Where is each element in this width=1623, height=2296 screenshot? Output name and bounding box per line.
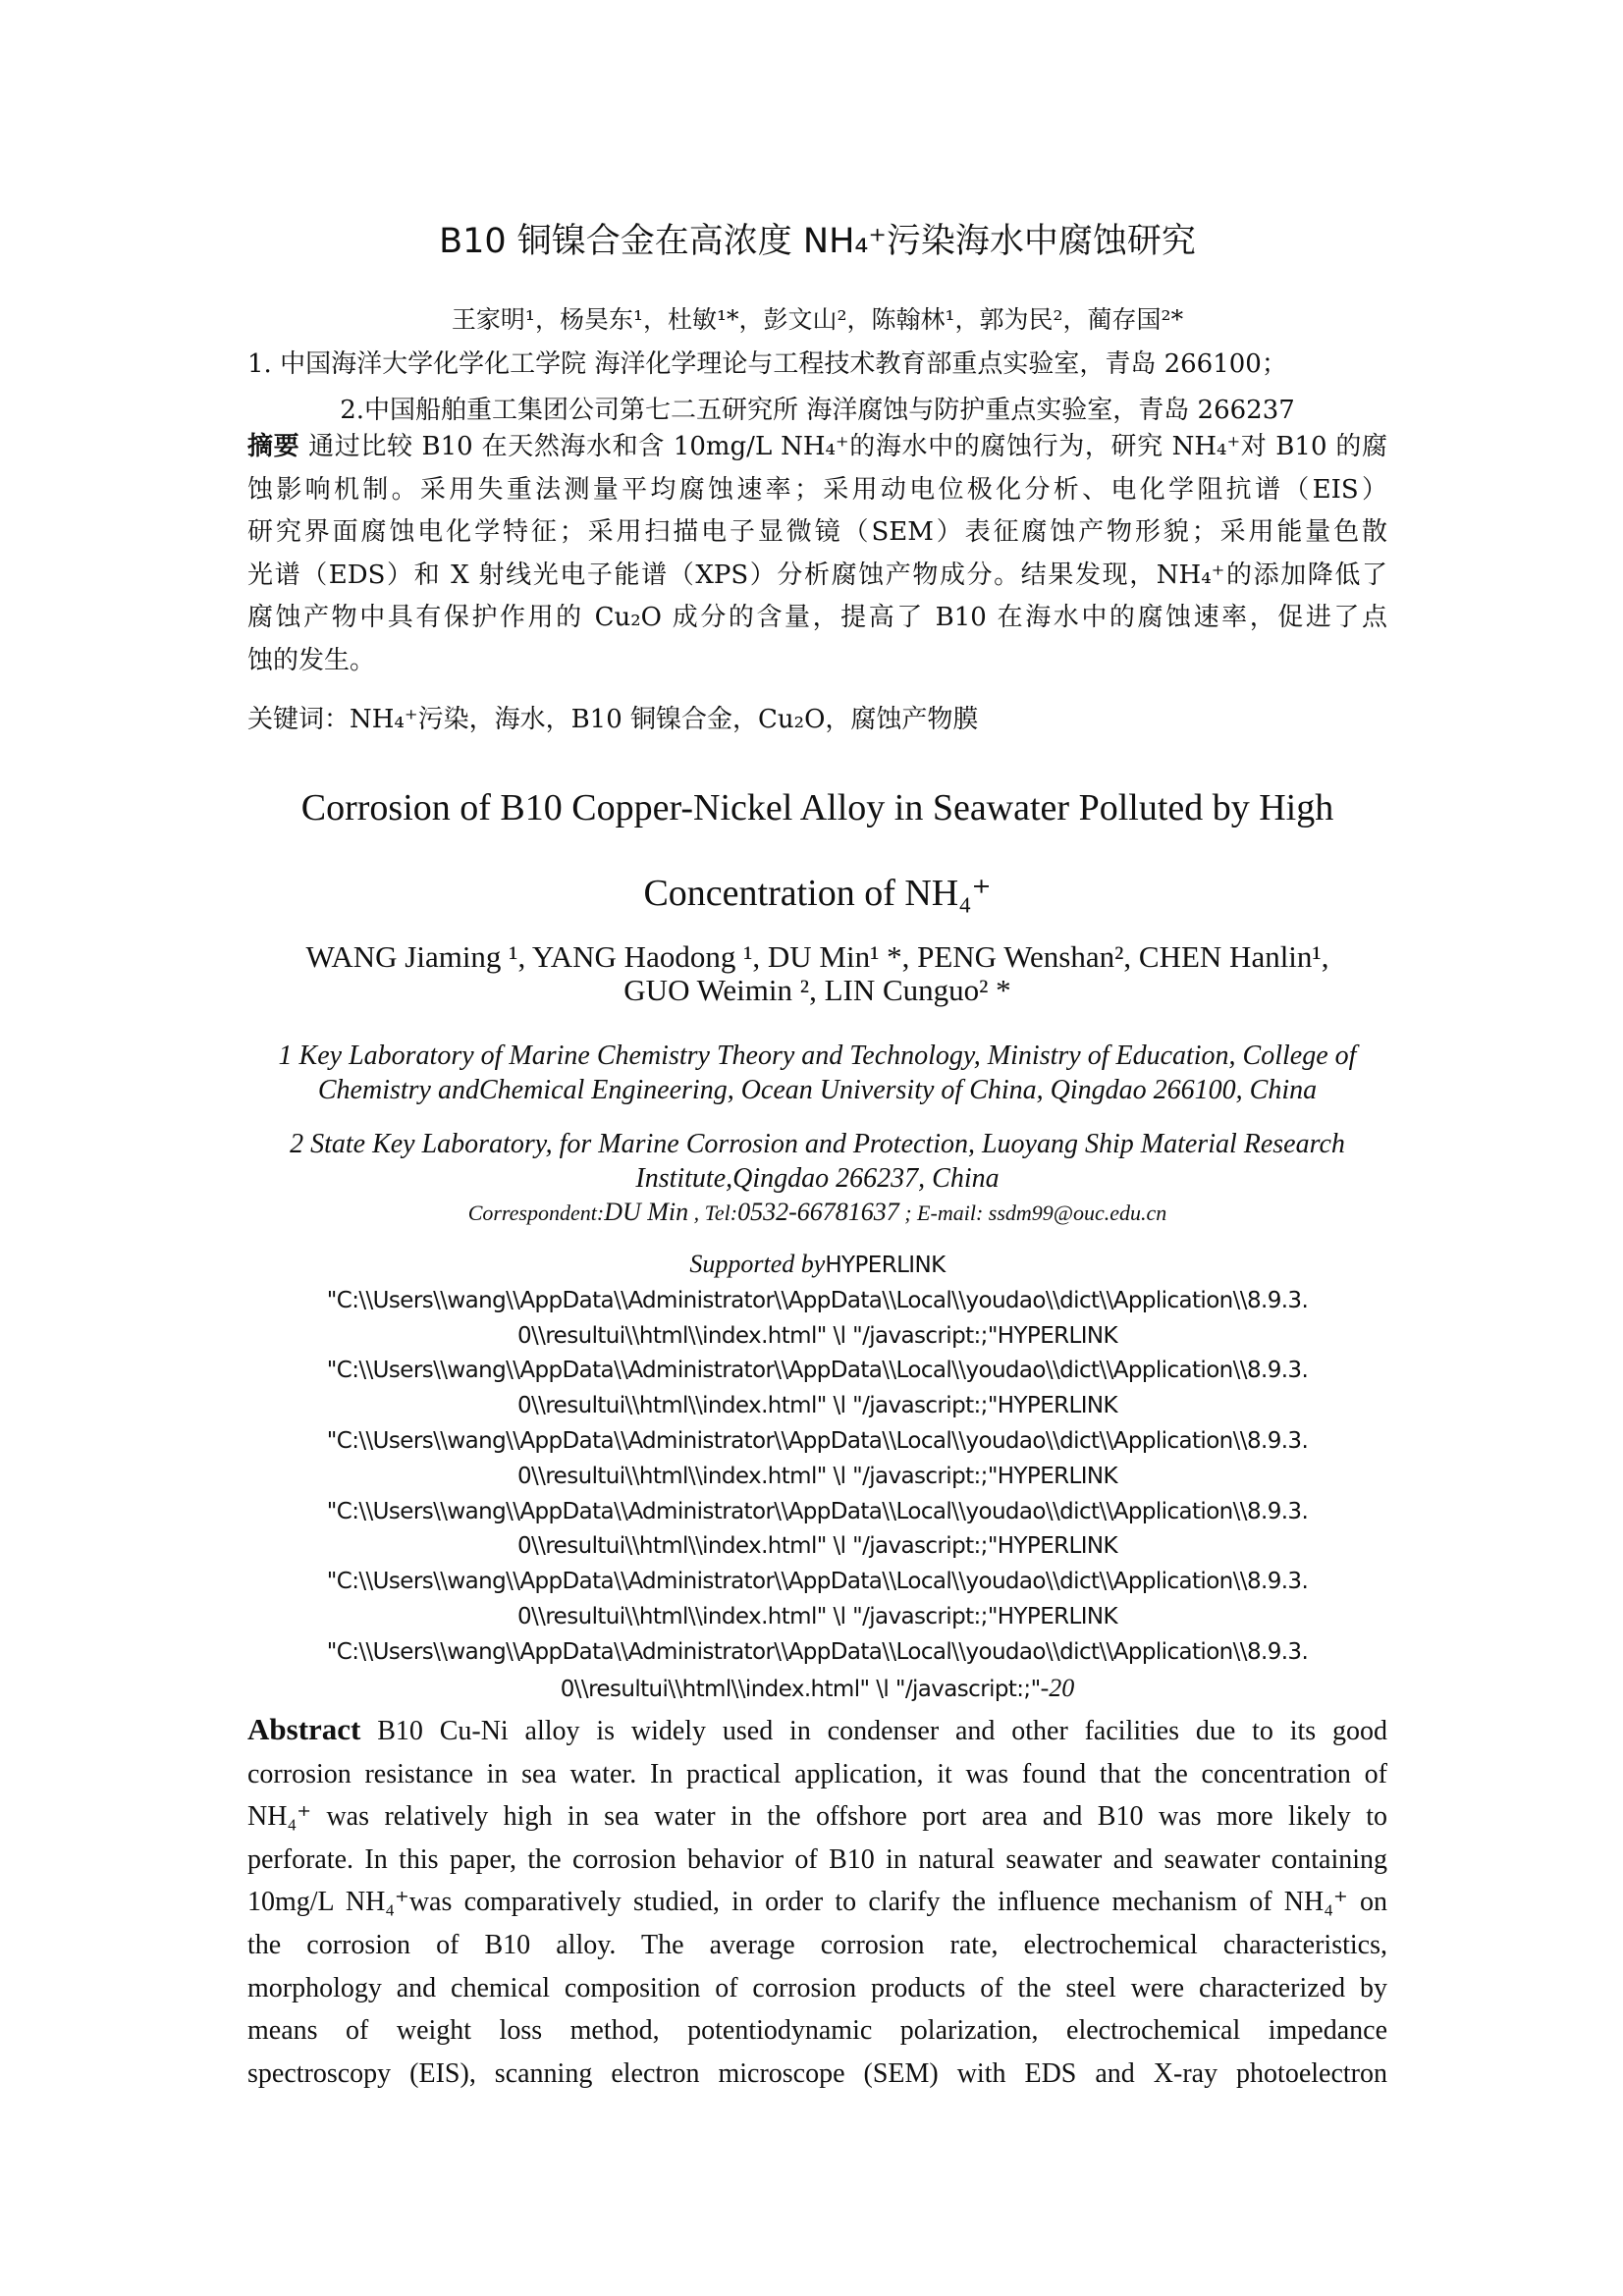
chinese-title: B10 铜镍合金在高浓度 NH₄⁺污染海水中腐蚀研究 [439,222,1196,261]
hyperlink-line: "C:\\Users\\wang\\AppData\\Administrator\\AppData\\Local\\youdao\\dict\\Application\\8.9.3. [326,1569,1309,1595]
abstract-line: corrosion resistance in sea water. In practical application, it was found that the concentration of [247,1758,1387,1789]
abstract-line: 蚀的发生。 [247,645,376,675]
abstract-line: NH₄⁺ was relatively high in sea water in the offshore port area and B10 was more likely to [247,1801,1387,1833]
abstract-line: Abstract B10 Cu-Ni alloy is widely used in condenser and other facilities due to its good [247,1712,1387,1746]
hyperlink-line: 0\\resultui\\html\\index.html" \l "/javascript:;"HYPERLINK [516,1603,1118,1629]
abstract-line: means of weight loss method, potentiodynamic polarization, electrochemical impedance [247,2015,1387,2047]
hyperlink-line: "C:\\Users\\wang\\AppData\\Administrator\\AppData\\Local\\youdao\\dict\\Application\\8.9.3. [326,1498,1309,1524]
abstract-line: 蚀影响机制。采用失重法测量平均腐蚀速率；采用动电位极化分析、电化学阻抗谱（EIS） [247,474,1387,505]
chinese-affiliation-2: 2.中国船舶重工集团公司第七二五研究所 海洋腐蚀与防护重点实验室，青岛 266237 [340,396,1295,425]
hyperlink-line: 0\\resultui\\html\\index.html" \l "/javascript:;" [560,1676,1041,1702]
abstract-line: 摘要 通过比较 B10 在天然海水和含 10mg/L NH₄⁺的海水中的腐蚀行为，研究 NH₄⁺对 B10 的腐 [247,432,1387,461]
chinese-abstract [247,426,1387,683]
abstract-line: 10mg/L NH₄⁺was comparatively studied, in order to clarify the influence mechanism of NH₄⁺ on [247,1887,1387,1918]
abstract-label: Abstract [247,1712,361,1746]
english-affiliation-1: 1 Key Laboratory of Marine Chemistry Theory and Technology, Ministry of Education, College of Chemistry andChemical Engineering, Ocean University of China, Qingdao 266100, China [278,1041,1357,1105]
abstract-line: morphology and chemical composition of corrosion products of the steel were characterized by [247,1972,1387,2003]
abstract-line: 研究界面腐蚀电化学特征；采用扫描电子显微镜（SEM）表征腐蚀产物形貌；采用能量色散 [247,517,1387,548]
english-authors: WANG Jiaming ¹, YANG Haodong ¹, DU Min¹ *, PENG Wenshan², CHEN Hanlin¹, GUO Weimin ², LIN Cunguo² * [305,939,1329,1007]
abstract-line: 光谱（EDS）和 X 射线光电子能谱（XPS）分析腐蚀产物成分。结果发现，NH₄⁺的添加降低了 [247,560,1387,590]
hyperlink-line: 0\\resultui\\html\\index.html" \l "/javascript:;"HYPERLINK [516,1393,1118,1419]
abstract-line: the corrosion of B10 alloy. The average corrosion rate, electrochemical characteristics, [247,1929,1387,1960]
hyperlink-line: 0\\resultui\\html\\index.html" \l "/javascript:;"HYPERLINK [516,1322,1118,1349]
abstract-label: 摘要 [247,432,300,461]
abstract-line: perforate. In this paper, the corrosion behavior of B10 in natural seawater and seawater containing [247,1843,1387,1875]
chinese-keywords: 关键词：NH₄⁺污染，海水，B10 铜镍合金，Cu₂O，腐蚀产物膜 [247,705,979,734]
supported-by: Supported byHYPERLINK "C:\\Users\\wang\\AppData\\Administrator\\AppData\\Local\\youdao\\dict\\Application\\8.9.3. 0\\resultui\\html\\index.html" \l "/javascript:;"HYPERLINK "C:\\Users\\wang\\AppData\\Administrator\\AppData\\Local\\youdao\\dict\\Application\\8.9.3. 0\\resultui\\html\\index.html" \l "/javascript:;"HYPERLINK "C:\\Users\\wang\\AppData\\Administrator\\AppData\\Local\\youdao\\dict\\Application\\8.9.3. 0\\resultui\\html\\index.html" \l "/javascript:;"HYPERLINK "C:\\Users\\wang\\AppData\\Administrator\\AppData\\Local\\youdao\\dict\\Application\\8.9.3. 0\\resultui\\html\\index.html" \l "/javascript:;"HYPERLINK "C:\\Users\\wang\\AppData\\Administrator\\AppData\\Local\\youdao\\dict\\Application\\8.9.3. 0\\resultui\\html\\index.html" \l "/javascript:;"HYPERLINK "C:\\Users\\wang\\AppData\\Administrator\\AppData\\Local\\youdao\\dict\\Application\\8.9.3. 0\\resultui\\html\\index.html" \l "/javascript:;"-20 [247,1247,1387,1707]
hyperlink-line: "C:\\Users\\wang\\AppData\\Administrator\\AppData\\Local\\youdao\\dict\\Application\\8.9.3. [326,1427,1309,1454]
hyperlink-line: "C:\\Users\\wang\\AppData\\Administrator\\AppData\\Local\\youdao\\dict\\Application\\8.9.3. [326,1358,1309,1384]
abstract-line: 腐蚀产物中具有保护作用的 Cu₂O 成分的含量，提高了 B10 在海水中的腐蚀速率，促进了点 [247,603,1387,633]
hyperlink-line: 0\\resultui\\html\\index.html" \l "/javascript:;"HYPERLINK [516,1463,1118,1489]
correspondent: Correspondent:DU Min , Tel:0532-66781637 ; E-mail: ssdm99@ouc.edu.cn [467,1198,1167,1226]
chinese-affiliation-1: 1. 中国海洋大学化学化工学院 海洋化学理论与工程技术教育部重点实验室，青岛 266100； [247,349,1287,379]
abstract-line: spectroscopy (EIS), scanning electron microscope (SEM) with EDS and X-ray photoelectron [247,2057,1387,2089]
english-title: Corrosion of B10 Copper-Nickel Alloy in Seawater Polluted by High Concentration of NH₄⁺ [300,787,1334,914]
hyperlink-line: 0\\resultui\\html\\index.html" \l "/javascript:;"HYPERLINK [516,1533,1118,1560]
english-affiliation-2: 2 State Key Laboratory, for Marine Corrosion and Protection, Luoyang Ship Material Research Institute,Qingdao 266237, China [290,1129,1345,1194]
hyperlink-line: "C:\\Users\\wang\\AppData\\Administrator\\AppData\\Local\\youdao\\dict\\Application\\8.9.3. [326,1638,1309,1665]
english-abstract [247,1708,1387,2095]
chinese-authors: 王家明¹，杨昊东¹，杜敏¹*，彭文山²，陈翰林¹，郭为民²，蔺存国²* [451,305,1184,334]
hyperlink-line: "C:\\Users\\wang\\AppData\\Administrator\\AppData\\Local\\youdao\\dict\\Application\\8.9.3. [326,1287,1309,1313]
